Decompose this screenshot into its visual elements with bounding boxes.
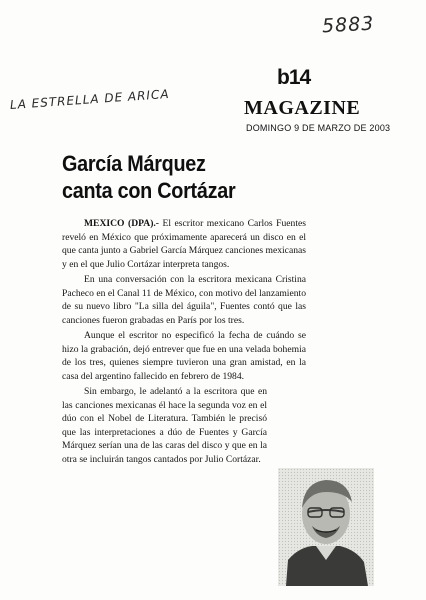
newspaper-logo: b14 <box>277 66 311 89</box>
archive-number-handwritten: 5883 <box>321 12 375 38</box>
dateline: MEXICO (DPA).- <box>84 218 159 229</box>
paragraph-3: Aunque el escritor no especificó la fecha de cuándo se hizo la grabación, dejó entrever que fue en una velada bohemia de los tres, quienes siempre tuvieron una gran amistad, en la casa del argentino fallecido en febrero de 1984. <box>62 330 306 382</box>
headline-line-1: García Márquez <box>62 151 206 176</box>
masthead <box>232 66 408 133</box>
article-headline <box>62 150 235 204</box>
masthead-row <box>232 66 408 100</box>
source-handwritten: LA ESTRELLA DE ARICA <box>9 86 170 112</box>
article-body <box>62 217 306 468</box>
author-photo <box>278 468 374 586</box>
paragraph-2: En una conversación con la escritora mexicana Cristina Pacheco en el Canal 11 de México, con motivo del lanzamiento de su nuevo libro "La silla del águila", Fuentes contó que las canciones fueron grabadas en París por los tres. <box>62 274 306 326</box>
paragraph-1-text: El escritor mexicano Carlos Fuentes reveló en México que próximamente aparecerá un disco en el que canta junto a Gabriel García Márquez canciones mexicanas y en el que Julio Cortázar interpreta tangos. <box>62 218 306 270</box>
headline-line-2: canta con Cortázar <box>62 178 236 203</box>
issue-date: DOMINGO 9 DE MARZO DE 2003 <box>246 123 391 133</box>
section-title: MAGAZINE <box>244 97 361 119</box>
paragraph-4: Sin embargo, le adelantó a la escritora que en las canciones mexicanas él hace la segunda voz en el dúo con el Nobel de Literatura. También le precisó que las interpretaciones a dúo de Fuentes y García Márquez serían una de las caras del disco y que en la otra se incluirán tangos cantados por Julio Cortázar. <box>62 386 267 465</box>
paragraph-1 <box>62 217 306 271</box>
author-photo-image <box>278 468 374 586</box>
